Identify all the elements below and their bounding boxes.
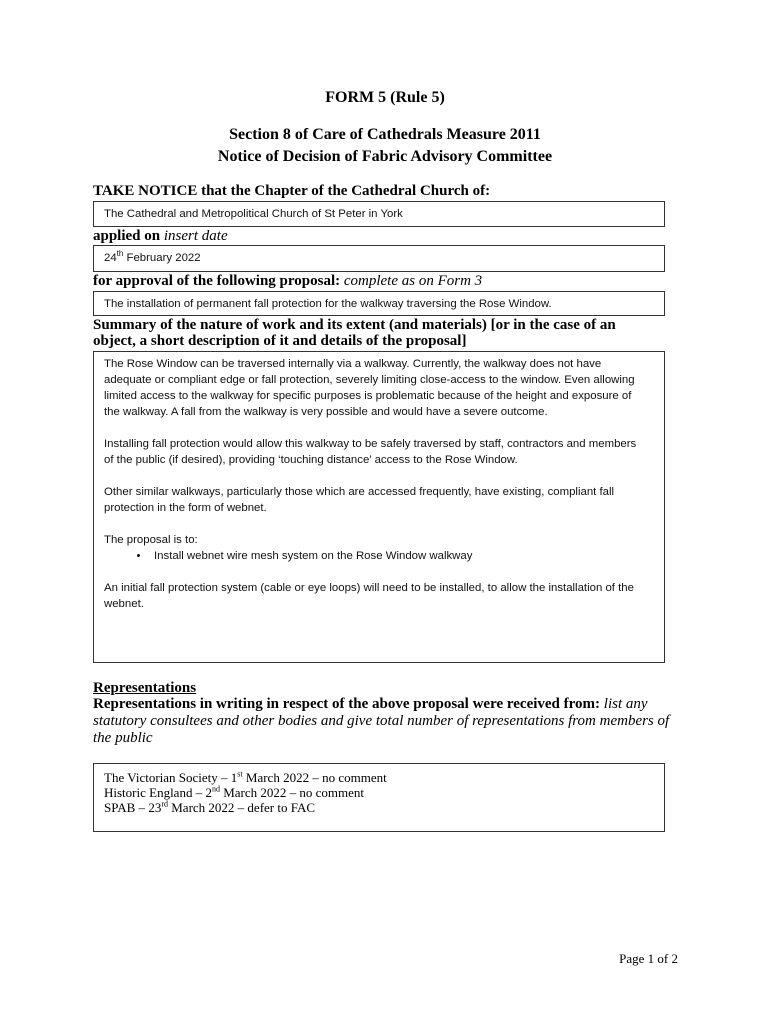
proposal-field[interactable] (93, 291, 665, 316)
summary-para-2: Installing fall protection would allow this walkway to be safely traversed by staff, contractors and members of the public (if desired), providing ‘touching distance’ access to the Rose Window. (104, 438, 637, 466)
take-notice-label: TAKE NOTICE that the Chapter of the Cathedral Church of: (93, 183, 491, 199)
proposal-bullet: • Install webnet wire mesh system on the Rose Window walkway (150, 548, 646, 564)
applied-on-hint: insert date (163, 228, 228, 244)
cathedral-field[interactable] (93, 201, 665, 227)
date-field[interactable] (93, 245, 665, 272)
summary-para-4: An initial fall protection system (cable or eye loops) will need to be installed, to allow the installation of the webnet. (104, 582, 634, 610)
cathedral-value: The Cathedral and Metropolitical Church of St Peter in York (104, 208, 403, 220)
rep-entry (104, 800, 654, 815)
notice-line: Notice of Decision of Fabric Advisory Committee (217, 148, 553, 165)
representations-colon: : (595, 696, 601, 712)
rep-entry-suffix: rd (161, 799, 168, 809)
proposal-value: The installation of permanent fall protection for the walkway traversing the Rose Window. (104, 298, 552, 310)
rep-entry (104, 785, 654, 800)
section-line: Section 8 of Care of Cathedrals Measure 2011 (229, 126, 541, 143)
representations-intro (93, 696, 683, 747)
representations-hint: list any statutory consultees and other bodies and give total number of representations from members of the public (93, 696, 670, 746)
date-rest: February 2022 (123, 252, 201, 264)
proposal-intro: The proposal is to: (104, 534, 198, 546)
rep-entry (104, 770, 654, 785)
rep-entry-suffix: nd (211, 784, 220, 794)
rep-entry-text: The Victorian Society – 1 (104, 770, 238, 785)
applied-on-label: applied on (93, 228, 161, 244)
rep-entry-text: March 2022 – no comment (242, 770, 387, 785)
representations-field[interactable] (93, 763, 665, 832)
approval-hint: complete as on Form 3 (343, 273, 483, 289)
form-title: FORM 5 (Rule 5) (325, 89, 445, 106)
rep-entry-text: March 2022 – no comment (219, 785, 365, 800)
date-day: 24 (104, 252, 117, 264)
rep-entry-text: March 2022 – defer to FAC (168, 800, 316, 815)
summary-para-3: Other similar walkways, particularly those which are accessed frequently, have existing, compliant fall protection in the form of webnet. (104, 486, 615, 514)
proposal-bullets (104, 548, 646, 564)
rep-entry-text: SPAB – 23 (104, 800, 162, 815)
approval-label: for approval of the following proposal: (93, 273, 341, 289)
rep-entry-text: Historic England – 2 (104, 785, 212, 800)
summary-heading-1: Summary of the nature of work and its extent (and materials) [or in the case of an (93, 317, 616, 333)
page-number: Page 1 of 2 (619, 951, 678, 966)
date-day-suffix: th (116, 249, 124, 259)
summary-para-1: The Rose Window can be traversed internally via a walkway. Currently, the walkway does not have adequate or compliant edge or fall protection, severely limiting close-access to the window. Even allowing limited access to the walkway for specific purposes is problematic because of the height and exposure of the walkway. A fall from the walkway is very possible and would have a severe outcome. (104, 358, 635, 418)
rep-entry-suffix: st (237, 769, 243, 779)
summary-heading-2: object, a short description of it and details of the proposal] (93, 333, 467, 349)
summary-field[interactable] (93, 351, 665, 663)
representations-title: Representations (93, 680, 197, 696)
applied-on-label-row (93, 228, 228, 245)
representations-label: Representations in writing in respect of the above proposal were received from (93, 696, 596, 712)
approval-label-row (93, 273, 482, 290)
